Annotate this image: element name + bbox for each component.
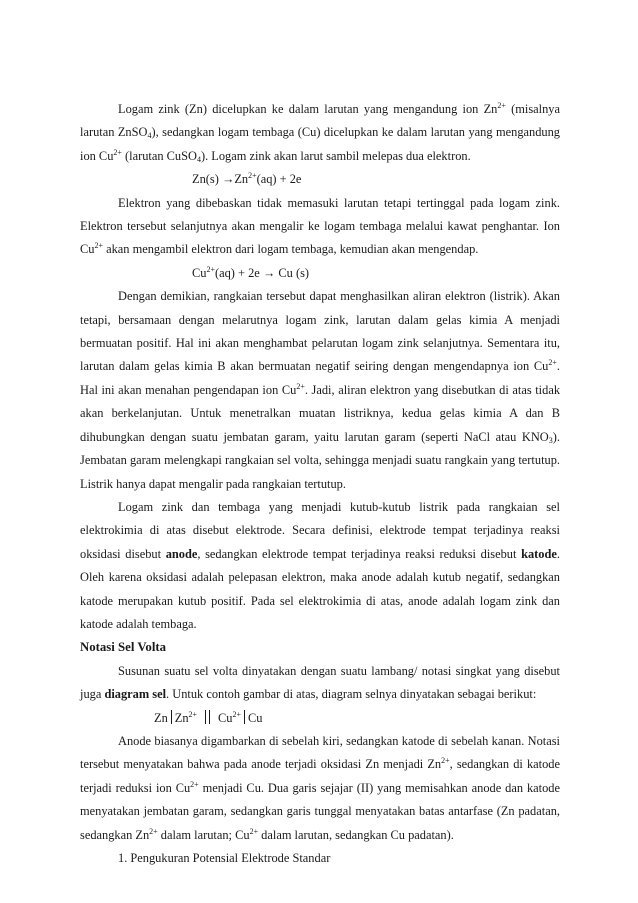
eq-text: Cu bbox=[192, 265, 207, 280]
text: . Hal ini akan menahan pengendapan ion Cu bbox=[80, 359, 560, 397]
text: . Oleh karena oksidasi adalah pelepasan elektron, maka anode adalah kutub negatif, sedangkan katode merupakan kutub positif. Pada sel elektrokimia di atas, anode adalah logam zink dan katode adalah tembaga. bbox=[80, 546, 560, 631]
text: , sedangkan di katode terjadi reduksi ion Cu bbox=[80, 757, 560, 795]
text: ). Jembatan garam melengkapi rangkaian sel volta, sehingga menjadi suatu rangkain yang tertutup. Listrik hanya dapat mengalir pada rangkaian tertutup. bbox=[80, 429, 560, 491]
paragraph-zinc-copper bbox=[80, 98, 560, 168]
term-katode: katode bbox=[521, 546, 557, 561]
text: dalam larutan; Cu bbox=[157, 827, 250, 842]
paragraph-salt-bridge bbox=[80, 285, 560, 496]
paragraph-electrodes bbox=[80, 496, 560, 636]
text: (larutan CuSO bbox=[121, 148, 197, 163]
subscript: 4 bbox=[196, 154, 201, 164]
eq-text: Zn bbox=[234, 172, 249, 187]
charge: 2+ bbox=[206, 264, 215, 274]
equation-zinc-oxidation bbox=[80, 168, 560, 191]
text: Susunan suatu sel volta dinyatakan dengan suatu lambang/ notasi singkat yang disebut juga bbox=[80, 663, 560, 702]
paragraph-notation-explanation bbox=[80, 730, 560, 847]
text: menjadi Cu. Dua garis sejajar (II) yang memisahkan anode dan katode menyatakan jembatan garam, sedangkan garis tunggal menyatakan batas antarfase (Zn padatan, sedangkan Zn bbox=[80, 780, 560, 842]
phase-boundary-icon bbox=[244, 710, 245, 724]
charge: 2+ bbox=[94, 241, 103, 251]
text: Elektron yang dibebaskan tidak memasuki larutan tetapi tertinggal pada logam zink. Elektron tersebut selanjutnya akan mengalir ke logam tembaga melalui kawat penghantar. Ion Cu bbox=[80, 195, 560, 257]
charge: 2+ bbox=[548, 358, 557, 368]
term-anode: anode bbox=[165, 546, 198, 561]
arrow-icon: → bbox=[221, 172, 235, 187]
charge: 2+ bbox=[248, 171, 257, 181]
phase-boundary-icon bbox=[171, 710, 172, 724]
text: Anode biasanya digambarkan di sebelah kiri, sedangkan katode di sebelah kanan. Notasi tersebut menyatakan bahwa pada anode terjadi oksidasi Zn menjadi Zn bbox=[80, 733, 560, 772]
text: Dengan demikian, rangkaian tersebut dapat menghasilkan aliran elektron (listrik). Akan tetapi, bersamaan dengan melarutnya logam zink, larutan dalam gelas kimia A menjadi bermuatan positif. Hal ini akan menghambat pelarutan logam zink selanjutnya. Sementara itu, larutan dalam gelas kimia B akan bermuatan negatif seiring dengan mengendapnya ion Cu bbox=[80, 289, 560, 374]
charge: 2+ bbox=[190, 779, 199, 789]
subscript: 4 bbox=[147, 131, 152, 141]
notation-text: Cu bbox=[218, 710, 233, 725]
notation-text: Zn bbox=[174, 710, 189, 725]
section-heading: Notasi Sel Volta bbox=[80, 640, 167, 655]
charge: 2+ bbox=[296, 381, 305, 391]
paragraph-cell-diagram bbox=[80, 660, 560, 707]
notation-text: Cu bbox=[248, 710, 263, 725]
arrow-icon: → bbox=[262, 265, 276, 280]
notation-text: Zn bbox=[154, 710, 168, 725]
eq-text: Cu (s) bbox=[275, 265, 310, 280]
subscript: 3 bbox=[548, 435, 553, 445]
text: dalam larutan, sedangkan Cu padatan). bbox=[258, 827, 454, 842]
paragraph-electron-flow bbox=[80, 192, 560, 262]
text: Logam zink (Zn) dicelupkan ke dalam larutan yang mengandung ion Zn bbox=[118, 102, 498, 116]
text: . Untuk contoh gambar di atas, diagram selnya dinyatakan sebagai berikut: bbox=[166, 687, 537, 702]
list-item: 1. Pengukuran Potensial Elektrode Standar bbox=[118, 851, 331, 865]
eq-text: Zn(s) bbox=[192, 172, 222, 187]
eq-text: (aq) + 2e bbox=[256, 172, 302, 187]
text: ), sedangkan logam tembaga (Cu) dicelupkan ke dalam larutan yang mengandung ion Cu bbox=[80, 125, 560, 163]
text: akan mengambil elektron dari logam tembaga, kemudian akan mengendap. bbox=[102, 242, 479, 257]
equation-copper-reduction bbox=[80, 262, 560, 285]
charge: 2+ bbox=[188, 709, 198, 719]
text: ). Logam zink akan larut sambil melepas dua elektron. bbox=[200, 148, 471, 163]
document-page bbox=[80, 98, 560, 870]
charge: 2+ bbox=[149, 826, 158, 836]
term-diagram-sel: diagram sel bbox=[104, 687, 167, 702]
charge: 2+ bbox=[113, 147, 122, 157]
cell-notation bbox=[80, 707, 560, 730]
charge: 2+ bbox=[441, 756, 450, 766]
text: (misalnya larutan ZnSO bbox=[80, 102, 561, 140]
charge: 2+ bbox=[497, 101, 506, 110]
salt-bridge-icon bbox=[205, 710, 210, 724]
text: Logam zink dan tembaga yang menjadi kutub-kutub listrik pada rangkaian sel elektrokimia di atas disebut elektrode. Secara definisi, elektrode tempat terjadinya reaksi oksidasi disebut bbox=[80, 499, 560, 561]
eq-text: (aq) + 2e bbox=[214, 265, 263, 280]
text: , sedangkan elektrode tempat terjadinya reaksi reduksi disebut bbox=[197, 546, 522, 561]
text: . Jadi, aliran elektron yang disebutkan di atas tidak akan berkelanjutan. Untuk menetralkan muatan listriknya, kedua gelas kimia A dan B dihubungkan dengan suatu jembatan garam, yaitu larutan garam (seperti NaCl atau KNO bbox=[80, 382, 561, 444]
charge: 2+ bbox=[232, 709, 242, 719]
charge: 2+ bbox=[249, 826, 259, 836]
